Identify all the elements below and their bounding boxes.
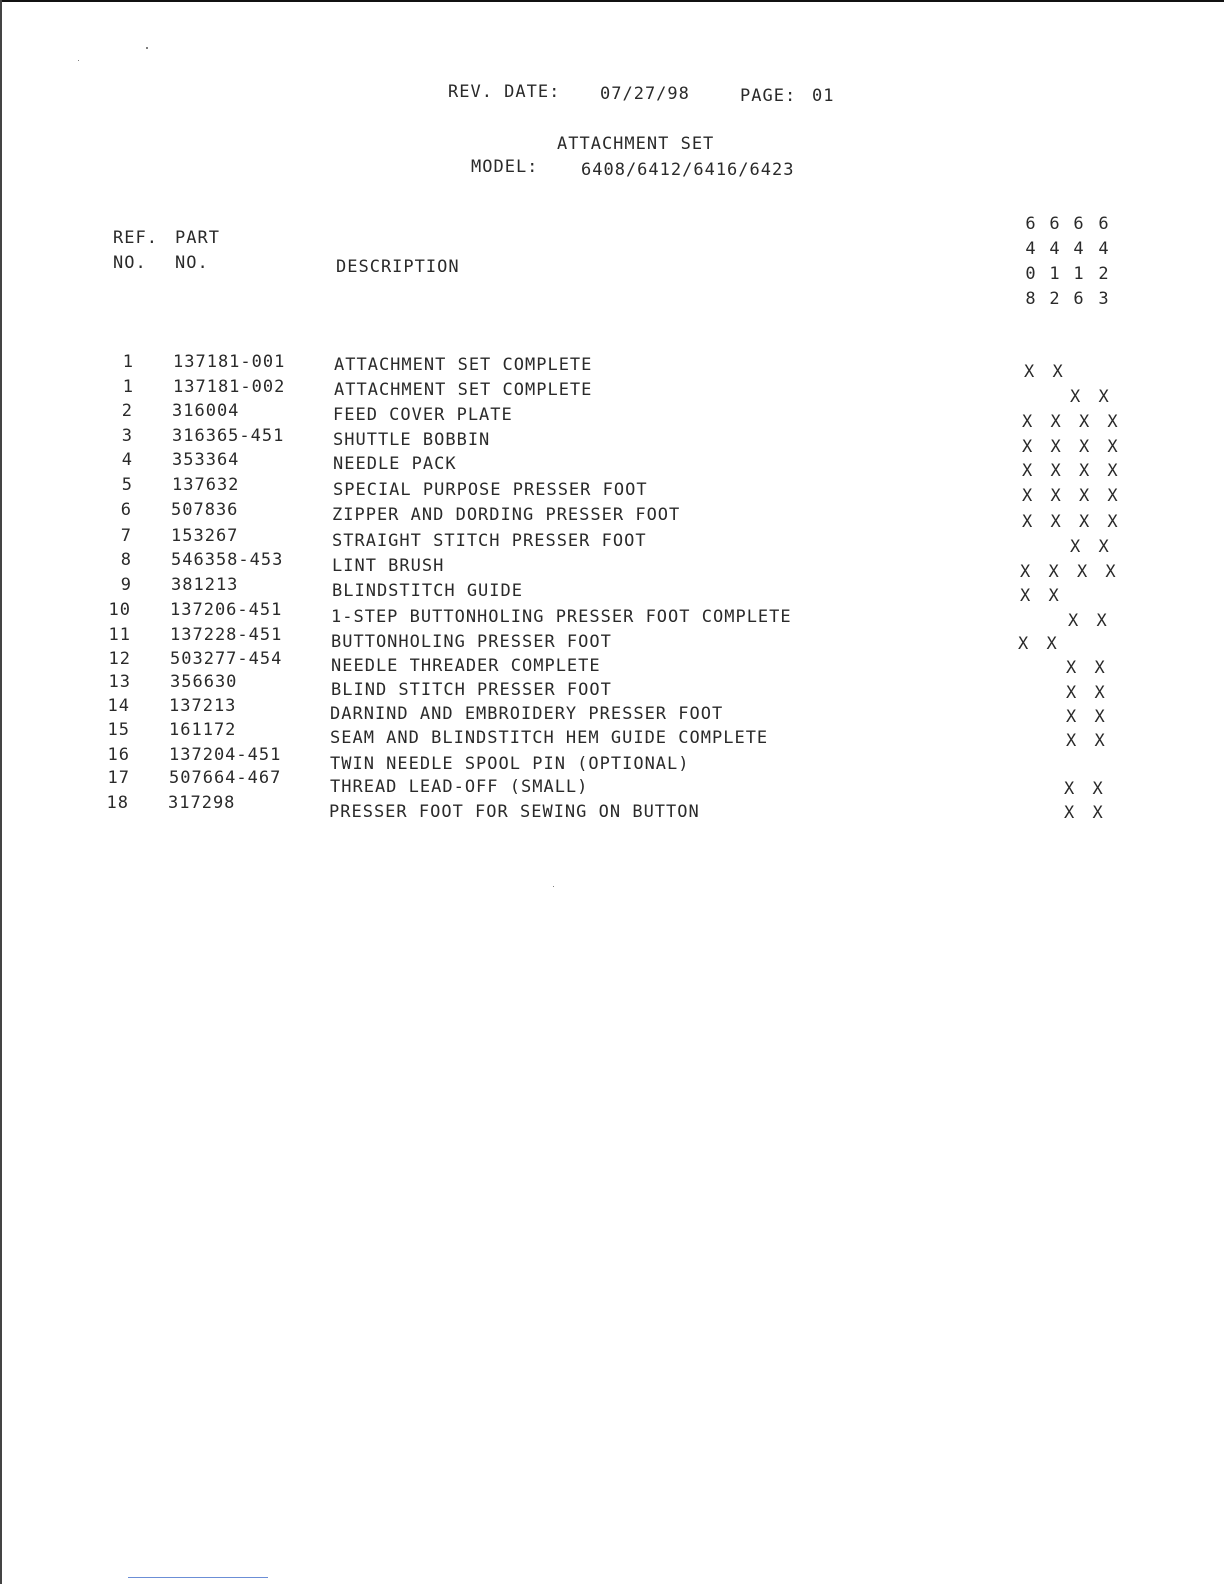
ref-number: 12 xyxy=(108,649,131,669)
model-heading-digit: 6 xyxy=(1025,214,1037,234)
model-heading-digit: 1 xyxy=(1049,264,1061,284)
ref-number: 18 xyxy=(106,793,129,813)
model-applicability-marks: X X X X xyxy=(1020,562,1120,582)
part-number: 317298 xyxy=(168,793,236,813)
ref-number: 15 xyxy=(107,720,130,740)
part-description: BUTTONHOLING PRESSER FOOT xyxy=(331,632,612,652)
model-applicability-marks: X X xyxy=(1066,683,1109,703)
model-heading-digit: 6 xyxy=(1049,214,1061,234)
document-title: ATTACHMENT SET xyxy=(557,134,715,154)
model-value: 6408/6412/6416/6423 xyxy=(581,160,795,180)
ref-number: 5 xyxy=(121,475,133,495)
ref-number: 7 xyxy=(120,526,132,546)
part-description: ZIPPER AND DORDING PRESSER FOOT xyxy=(332,505,681,525)
ref-number: 6 xyxy=(120,500,132,520)
part-description: NEEDLE PACK xyxy=(333,454,457,474)
ref-number: 11 xyxy=(108,625,131,645)
model-heading-digit: 2 xyxy=(1098,264,1110,284)
scan-speck xyxy=(553,886,554,887)
model-heading-digit: 2 xyxy=(1049,289,1061,309)
part-number: 137181-002 xyxy=(173,377,286,397)
model-applicability-marks: X X X X xyxy=(1022,412,1122,432)
part-description: LINT BRUSH xyxy=(332,556,445,576)
model-applicability-marks: X X xyxy=(1066,658,1109,678)
model-heading-digit: 4 xyxy=(1073,239,1085,259)
ref-number: 2 xyxy=(121,401,133,421)
model-applicability-marks: X X xyxy=(1020,586,1063,606)
part-number: 381213 xyxy=(171,575,239,595)
bottom-underline xyxy=(128,1577,268,1578)
model-applicability-marks: X X xyxy=(1066,707,1109,727)
part-description: DARNIND AND EMBROIDERY PRESSER FOOT xyxy=(330,704,724,724)
model-applicability-marks: X X xyxy=(1066,731,1109,751)
model-heading-digit: 4 xyxy=(1025,239,1037,259)
part-description: SEAM AND BLINDSTITCH HEM GUIDE COMPLETE xyxy=(330,728,769,748)
model-applicability-marks: X X xyxy=(1024,362,1067,382)
part-number: 137206-451 xyxy=(170,600,283,620)
model-label: MODEL: xyxy=(471,157,539,177)
model-applicability-marks: X X X X xyxy=(1022,437,1122,457)
ref-number: 13 xyxy=(108,672,131,692)
model-applicability-marks: X X xyxy=(1070,537,1113,557)
part-number: 137181-001 xyxy=(173,352,286,372)
model-heading-digit: 4 xyxy=(1049,239,1061,259)
part-number: 153267 xyxy=(171,526,239,546)
part-number: 356630 xyxy=(170,672,238,692)
part-number: 353364 xyxy=(172,450,240,470)
ref-number: 8 xyxy=(120,550,132,570)
ref-number: 1 xyxy=(122,377,134,397)
part-description: 1-STEP BUTTONHOLING PRESSER FOOT COMPLETE xyxy=(331,607,792,627)
model-heading-digit: 6 xyxy=(1073,214,1085,234)
model-applicability-marks: X X X X xyxy=(1022,512,1122,532)
ref-heading-line2: NO. xyxy=(113,253,147,273)
ref-number: 3 xyxy=(121,426,133,446)
part-number: 137632 xyxy=(172,475,240,495)
model-heading-digit: 1 xyxy=(1073,264,1085,284)
part-heading-line1: PART xyxy=(175,228,220,248)
ref-number: 4 xyxy=(121,450,133,470)
description-heading: DESCRIPTION xyxy=(336,257,460,277)
part-number: 507836 xyxy=(171,500,239,520)
part-number: 137213 xyxy=(169,696,237,716)
page-number: 01 xyxy=(812,86,835,106)
part-number: 546358-453 xyxy=(171,550,284,570)
model-applicability-marks: X X xyxy=(1068,611,1111,631)
ref-number: 17 xyxy=(107,768,130,788)
left-border xyxy=(0,0,2,1584)
part-number: 137204-451 xyxy=(169,745,282,765)
ref-number: 9 xyxy=(120,575,132,595)
part-description: BLINDSTITCH GUIDE xyxy=(332,581,523,601)
page-label: PAGE: xyxy=(740,86,797,106)
part-description: TWIN NEEDLE SPOOL PIN (OPTIONAL) xyxy=(330,754,690,774)
part-heading-line2: NO. xyxy=(175,253,209,273)
model-applicability-marks: X X xyxy=(1064,779,1107,799)
part-number: 316004 xyxy=(172,401,240,421)
part-description: NEEDLE THREADER COMPLETE xyxy=(331,656,601,676)
part-number: 161172 xyxy=(169,720,237,740)
ref-number: 1 xyxy=(122,352,134,372)
part-number: 137228-451 xyxy=(170,625,283,645)
rev-date-value: 07/27/98 xyxy=(600,84,690,104)
model-applicability-marks: X X X X xyxy=(1022,461,1122,481)
model-applicability-marks: X X X X xyxy=(1022,486,1122,506)
top-border xyxy=(0,0,1224,2)
part-description: ATTACHMENT SET COMPLETE xyxy=(334,380,593,400)
part-description: PRESSER FOOT FOR SEWING ON BUTTON xyxy=(329,802,700,822)
part-number: 316365-451 xyxy=(172,426,285,446)
part-description: FEED COVER PLATE xyxy=(333,405,513,425)
part-description: STRAIGHT STITCH PRESSER FOOT xyxy=(332,531,647,551)
model-heading-digit: 4 xyxy=(1098,239,1110,259)
scan-speck xyxy=(78,60,79,61)
model-heading-digit: 8 xyxy=(1025,289,1037,309)
ref-number: 14 xyxy=(107,696,130,716)
part-description: ATTACHMENT SET COMPLETE xyxy=(334,355,593,375)
part-description: SHUTTLE BOBBIN xyxy=(333,430,491,450)
part-description: THREAD LEAD-OFF (SMALL) xyxy=(330,777,589,797)
part-number: 507664-467 xyxy=(169,768,282,788)
ref-number: 10 xyxy=(108,600,131,620)
model-heading-digit: 0 xyxy=(1025,264,1037,284)
model-heading-digit: 3 xyxy=(1098,289,1110,309)
part-number: 503277-454 xyxy=(170,649,283,669)
model-applicability-marks: X X xyxy=(1070,387,1113,407)
model-applicability-marks: X X xyxy=(1064,803,1107,823)
model-applicability-marks: X X xyxy=(1018,634,1061,654)
part-description: BLIND STITCH PRESSER FOOT xyxy=(331,680,612,700)
ref-number: 16 xyxy=(107,745,130,765)
ref-heading-line1: REF. xyxy=(113,228,158,248)
model-heading-digit: 6 xyxy=(1073,289,1085,309)
rev-date-label: REV. DATE: xyxy=(448,82,561,102)
model-heading-digit: 6 xyxy=(1098,214,1110,234)
scan-speck xyxy=(146,47,148,49)
part-description: SPECIAL PURPOSE PRESSER FOOT xyxy=(333,480,648,500)
